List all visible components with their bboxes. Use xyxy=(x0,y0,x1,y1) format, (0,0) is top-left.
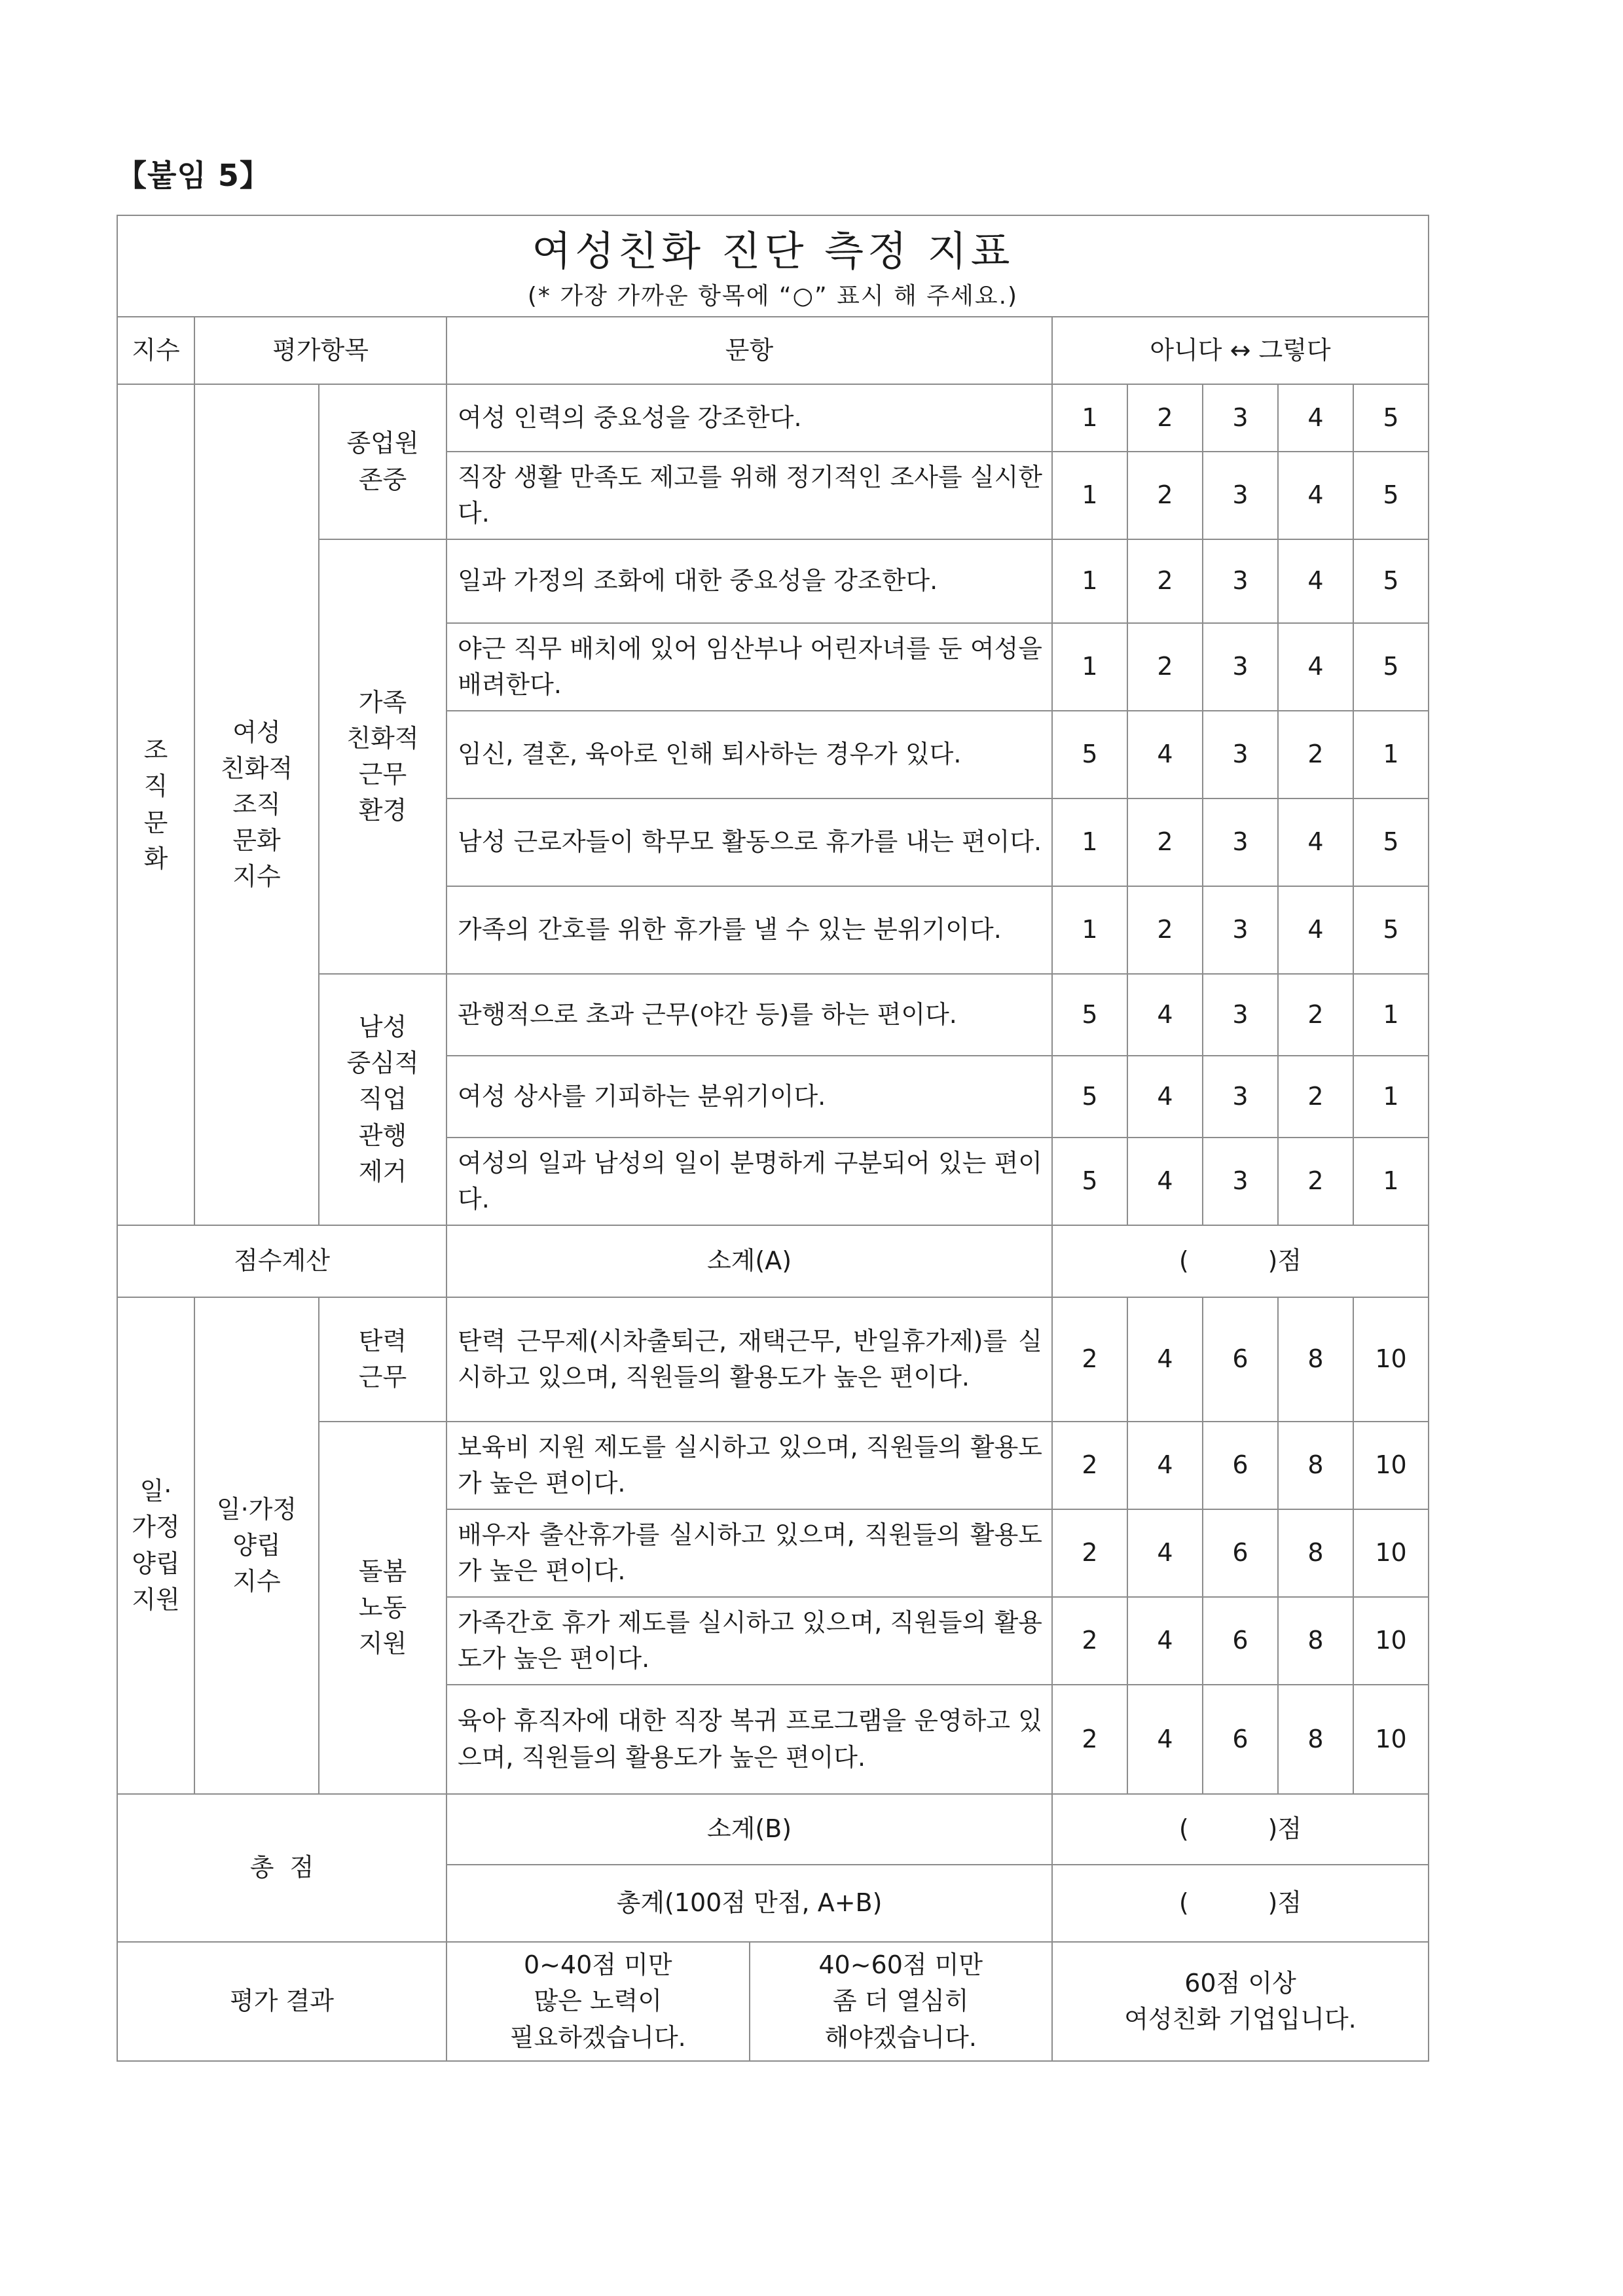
page-title: 여성친화 진단 측정 지표 xyxy=(532,226,1014,275)
score-option[interactable]: 1 xyxy=(1052,798,1127,886)
score-option[interactable]: 10 xyxy=(1353,1297,1429,1422)
score-option[interactable]: 3 xyxy=(1203,974,1278,1056)
score-option[interactable]: 4 xyxy=(1278,798,1353,886)
score-option[interactable]: 2 xyxy=(1127,539,1203,623)
score-option[interactable]: 3 xyxy=(1203,1138,1278,1225)
score-option[interactable]: 3 xyxy=(1203,452,1278,539)
question-text: 직장 생활 만족도 제고를 위해 정기적인 조사를 실시한다. xyxy=(447,452,1052,539)
score-option[interactable]: 5 xyxy=(1052,711,1127,798)
score-option[interactable]: 3 xyxy=(1203,623,1278,711)
question-text: 가족의 간호를 위한 휴가를 낼 수 있는 분위기이다. xyxy=(447,886,1052,974)
score-option[interactable]: 5 xyxy=(1052,974,1127,1056)
question-text: 배우자 출산휴가를 실시하고 있으며, 직원들의 활용도가 높은 편이다. xyxy=(447,1509,1052,1597)
score-option[interactable]: 2 xyxy=(1127,798,1203,886)
score-option[interactable]: 4 xyxy=(1278,623,1353,711)
result-ranges xyxy=(447,1942,1052,2061)
score-option[interactable]: 6 xyxy=(1203,1422,1278,1509)
subtotal-b-row xyxy=(117,1794,1429,1865)
score-option[interactable]: 2 xyxy=(1052,1685,1127,1794)
score-option[interactable]: 1 xyxy=(1353,711,1429,798)
score-option[interactable]: 5 xyxy=(1052,1138,1127,1225)
question-text: 여성 인력의 중요성을 강조한다. xyxy=(447,384,1052,452)
subcategory-cell: 돌봄 노동 지원 xyxy=(319,1422,447,1794)
score-option[interactable]: 2 xyxy=(1127,886,1203,974)
score-option[interactable]: 3 xyxy=(1203,798,1278,886)
score-option[interactable]: 1 xyxy=(1052,539,1127,623)
subtotal-a-label: 소계(A) xyxy=(447,1225,1052,1297)
attachment-label: 【붙임 5】 xyxy=(117,158,270,193)
subcategory-cell: 종업원 존중 xyxy=(319,384,447,539)
score-option[interactable]: 10 xyxy=(1353,1422,1429,1509)
grand-total-label: 총계(100점 만점, A+B) xyxy=(447,1865,1052,1942)
score-option[interactable]: 4 xyxy=(1278,452,1353,539)
question-text: 육아 휴직자에 대한 직장 복귀 프로그램을 운영하고 있으며, 직원들의 활용도가 높은 편이다. xyxy=(447,1685,1052,1794)
score-option[interactable]: 1 xyxy=(1052,452,1127,539)
score-option[interactable]: 1 xyxy=(1353,1138,1429,1225)
score-option[interactable]: 3 xyxy=(1203,1056,1278,1138)
question-text: 보육비 지원 제도를 실시하고 있으며, 직원들의 활용도가 높은 편이다. xyxy=(447,1422,1052,1509)
question-text: 야근 직무 배치에 있어 임산부나 어린자녀를 둔 여성을 배려한다. xyxy=(447,623,1052,711)
score-calc-row xyxy=(117,1225,1429,1297)
subcategory-cell: 남성 중심적 직업 관행 제거 xyxy=(319,974,447,1225)
score-option[interactable]: 5 xyxy=(1353,452,1429,539)
score-option[interactable]: 1 xyxy=(1353,974,1429,1056)
score-option[interactable]: 2 xyxy=(1278,1138,1353,1225)
score-option[interactable]: 8 xyxy=(1278,1597,1353,1685)
score-option[interactable]: 4 xyxy=(1127,1422,1203,1509)
score-option[interactable]: 2 xyxy=(1127,623,1203,711)
score-option[interactable]: 2 xyxy=(1052,1422,1127,1509)
score-option[interactable]: 6 xyxy=(1203,1597,1278,1685)
score-option[interactable]: 3 xyxy=(1203,384,1278,452)
score-option[interactable]: 4 xyxy=(1127,1138,1203,1225)
score-option[interactable]: 8 xyxy=(1278,1422,1353,1509)
score-option[interactable]: 3 xyxy=(1203,539,1278,623)
subtotal-b-value[interactable]: ( )점 xyxy=(1052,1794,1429,1865)
score-option[interactable]: 4 xyxy=(1278,539,1353,623)
question-text: 관행적으로 초과 근무(야간 등)를 하는 편이다. xyxy=(447,974,1052,1056)
score-option[interactable]: 5 xyxy=(1353,886,1429,974)
score-option[interactable]: 5 xyxy=(1353,384,1429,452)
score-option[interactable]: 4 xyxy=(1278,886,1353,974)
score-option[interactable]: 4 xyxy=(1127,1597,1203,1685)
subtotal-a-value[interactable]: ( )점 xyxy=(1052,1225,1429,1297)
score-option[interactable]: 5 xyxy=(1353,539,1429,623)
score-option[interactable]: 6 xyxy=(1203,1297,1278,1422)
score-option[interactable]: 3 xyxy=(1203,886,1278,974)
score-option[interactable]: 2 xyxy=(1127,384,1203,452)
score-option[interactable]: 8 xyxy=(1278,1297,1353,1422)
result-high: 60점 이상 여성친화 기업입니다. xyxy=(1052,1942,1429,2061)
score-option[interactable]: 1 xyxy=(1052,623,1127,711)
score-option[interactable]: 2 xyxy=(1278,1056,1353,1138)
table-row xyxy=(117,1297,1429,1422)
result-subtable xyxy=(447,1943,1051,2060)
score-option[interactable]: 1 xyxy=(1353,1056,1429,1138)
score-option[interactable]: 5 xyxy=(1353,623,1429,711)
score-option[interactable]: 2 xyxy=(1052,1509,1127,1597)
question-text: 남성 근로자들이 학무모 활동으로 휴가를 내는 편이다. xyxy=(447,798,1052,886)
score-option[interactable]: 5 xyxy=(1052,1056,1127,1138)
evaluation-table xyxy=(117,215,1429,2062)
result-label: 평가 결과 xyxy=(117,1942,447,2061)
question-text: 탄력 근무제(시차출퇴근, 재택근무, 반일휴가제)를 실시하고 있으며, 직원들의 활용도가 높은 편이다. xyxy=(447,1297,1052,1422)
header-category: 평가항목 xyxy=(194,317,447,384)
subtotal-b-label: 소계(B) xyxy=(447,1794,1052,1865)
subcategory-cell: 탄력 근무 xyxy=(319,1297,447,1422)
index-cell: 일· 가정 양립 지원 xyxy=(117,1297,194,1794)
score-option[interactable]: 4 xyxy=(1278,384,1353,452)
score-option[interactable]: 8 xyxy=(1278,1685,1353,1794)
score-option[interactable]: 2 xyxy=(1278,711,1353,798)
score-option[interactable]: 3 xyxy=(1203,711,1278,798)
score-option[interactable]: 4 xyxy=(1127,1297,1203,1422)
score-option[interactable]: 2 xyxy=(1052,1297,1127,1422)
header-scale: 아니다 ↔ 그렇다 xyxy=(1052,317,1429,384)
result-row xyxy=(117,1942,1429,2061)
score-option[interactable]: 1 xyxy=(1052,384,1127,452)
score-option[interactable]: 4 xyxy=(1127,1056,1203,1138)
result-mid: 40~60점 미만 좀 더 열심히 해야겠습니다. xyxy=(818,1950,983,2052)
score-option[interactable]: 2 xyxy=(1127,452,1203,539)
score-option[interactable]: 2 xyxy=(1052,1597,1127,1685)
category-cell: 일·가정 양립 지수 xyxy=(194,1297,319,1794)
score-option[interactable]: 6 xyxy=(1203,1685,1278,1794)
score-option[interactable]: 4 xyxy=(1127,711,1203,798)
subcategory-cell: 가족 친화적 근무 환경 xyxy=(319,539,447,974)
table-row xyxy=(117,384,1429,452)
score-option[interactable]: 10 xyxy=(1353,1685,1429,1794)
question-text: 여성의 일과 남성의 일이 분명하게 구분되어 있는 편이다. xyxy=(447,1138,1052,1225)
question-text: 임신, 결혼, 육아로 인해 퇴사하는 경우가 있다. xyxy=(447,711,1052,798)
score-option[interactable]: 4 xyxy=(1127,1685,1203,1794)
header-question: 문항 xyxy=(447,317,1052,384)
score-option[interactable]: 10 xyxy=(1353,1509,1429,1597)
grand-total-value[interactable]: ( )점 xyxy=(1052,1865,1429,1942)
question-text: 여성 상사를 기피하는 분위기이다. xyxy=(447,1056,1052,1138)
result-low: 0~40점 미만 많은 노력이 필요하겠습니다. xyxy=(447,1943,750,2060)
page-subtitle: (* 가장 가까운 항목에 “○” 표시 해 주세요.) xyxy=(527,282,1019,310)
question-text: 일과 가정의 조화에 대한 중요성을 강조한다. xyxy=(447,539,1052,623)
score-option[interactable]: 5 xyxy=(1353,798,1429,886)
score-option[interactable]: 8 xyxy=(1278,1509,1353,1597)
category-cell: 여성 친화적 조직 문화 지수 xyxy=(194,384,319,1225)
score-option[interactable]: 2 xyxy=(1278,974,1353,1056)
question-text: 가족간호 휴가 제도를 실시하고 있으며, 직원들의 활용도가 높은 편이다. xyxy=(447,1597,1052,1685)
score-option[interactable]: 1 xyxy=(1052,886,1127,974)
index-cell: 조 직 문 화 xyxy=(117,384,194,1225)
score-option[interactable]: 4 xyxy=(1127,974,1203,1056)
total-label: 총 점 xyxy=(117,1794,447,1942)
header-index: 지수 xyxy=(117,317,194,384)
score-option[interactable]: 6 xyxy=(1203,1509,1278,1597)
score-option[interactable]: 10 xyxy=(1353,1597,1429,1685)
title-cell xyxy=(117,215,1429,317)
score-calc-label: 점수계산 xyxy=(117,1225,447,1297)
score-option[interactable]: 4 xyxy=(1127,1509,1203,1597)
